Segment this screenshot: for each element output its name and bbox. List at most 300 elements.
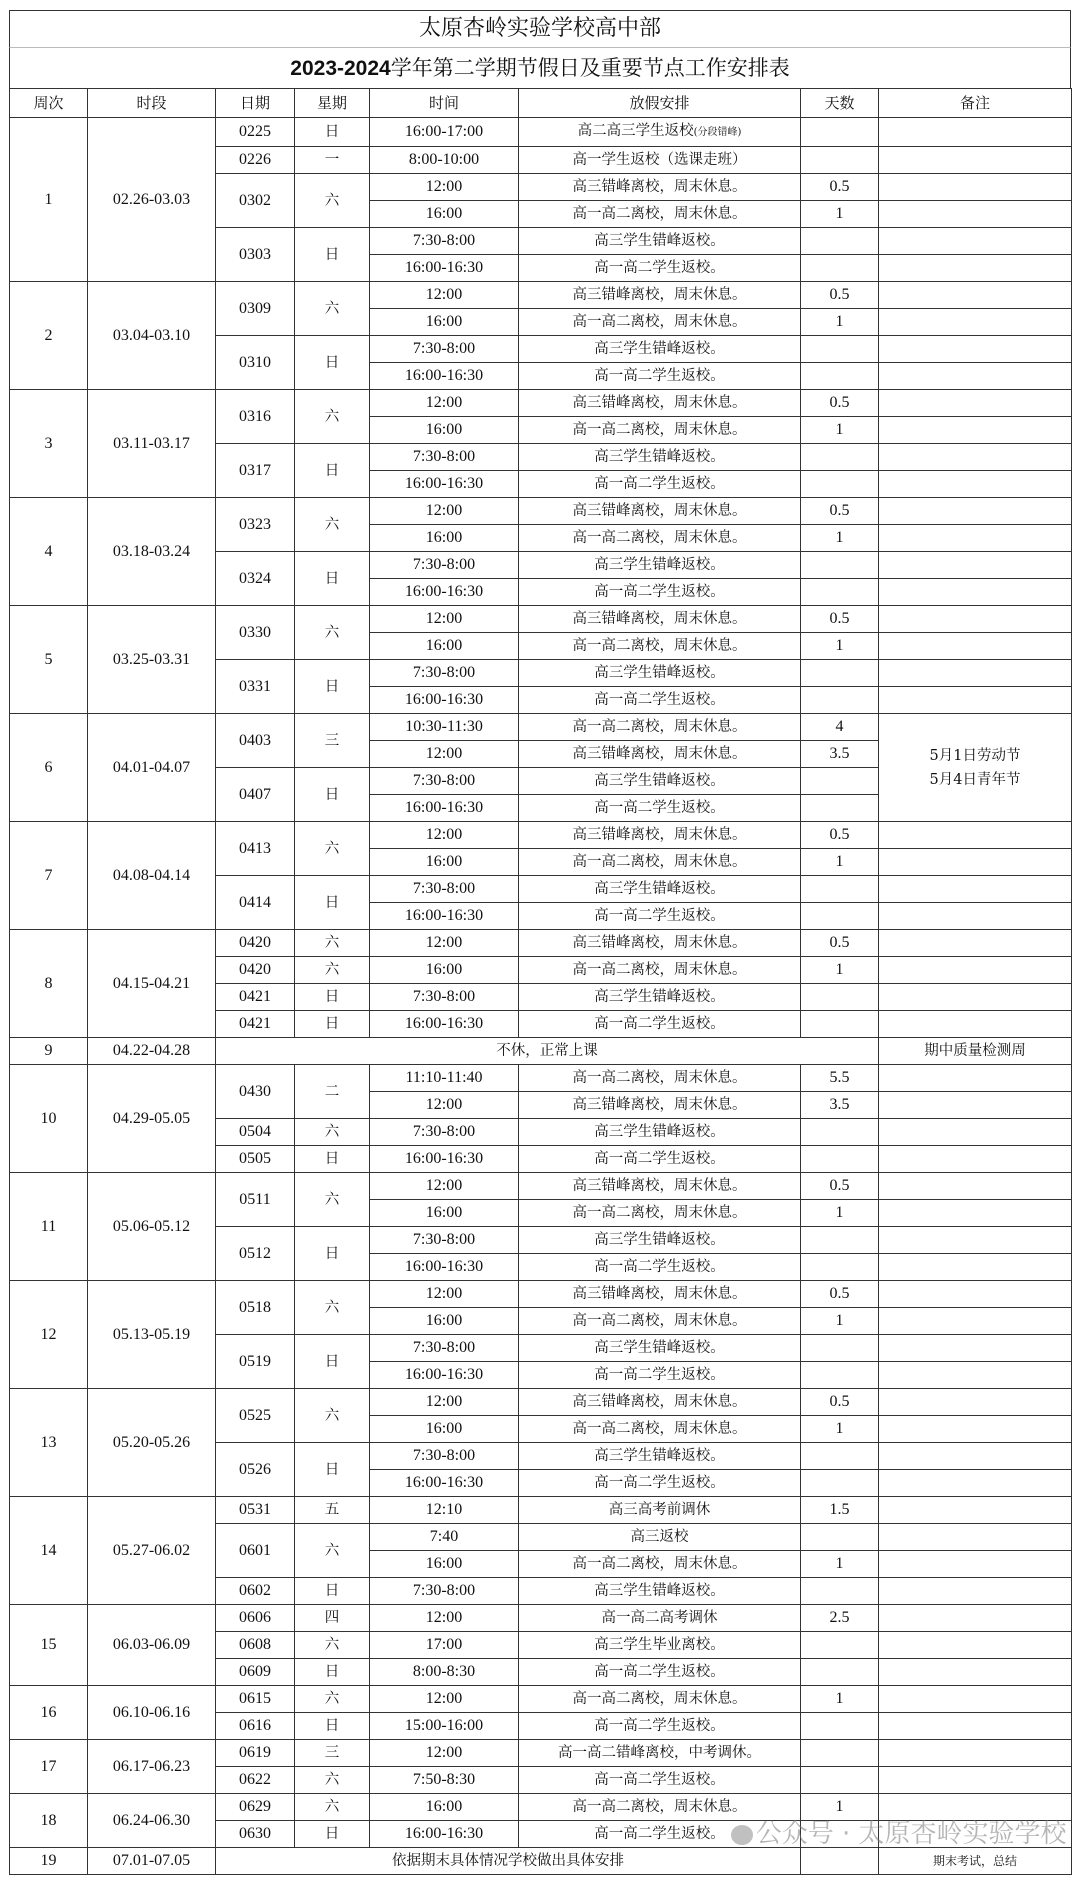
time-cell: 16:00	[370, 1794, 519, 1821]
remark-cell	[879, 1470, 1072, 1497]
week-number: 10	[10, 1065, 88, 1173]
week-number: 3	[10, 390, 88, 498]
time-cell: 17:00	[370, 1632, 519, 1659]
remark-cell	[879, 228, 1072, 255]
days-cell	[801, 471, 879, 498]
arrangement-cell: 高二高三学生返校(分段错峰)	[519, 118, 801, 147]
arrangement-cell: 高一高二高考调休	[519, 1605, 801, 1632]
remark-cell	[879, 1335, 1072, 1362]
days-cell: 1	[801, 957, 879, 984]
arrangement-cell: 高一高二离校，周末休息。	[519, 1065, 801, 1092]
arrangement-cell: 高一高二离校，周末休息。	[519, 1200, 801, 1227]
time-cell: 8:00-10:00	[370, 147, 519, 174]
arrangement-cell: 高一高二学生返校。	[519, 1821, 801, 1848]
date-cell: 0430	[216, 1065, 295, 1119]
remark-cell	[879, 1200, 1072, 1227]
time-cell: 11:10-11:40	[370, 1065, 519, 1092]
remark-cell	[879, 714, 1072, 822]
date-cell: 0526	[216, 1443, 295, 1497]
weekday-cell: 日	[295, 336, 370, 390]
days-cell: 1	[801, 1200, 879, 1227]
date-cell: 0622	[216, 1767, 295, 1794]
week-period: 06.10-06.16	[88, 1686, 216, 1740]
date-cell: 0303	[216, 228, 295, 282]
week-number: 1	[10, 118, 88, 282]
week-row	[10, 1038, 1072, 1065]
remark-cell	[879, 1659, 1072, 1686]
arrangement-cell: 高三高考前调休	[519, 1497, 801, 1524]
week-period: 05.27-06.02	[88, 1497, 216, 1605]
week-period: 02.26-03.03	[88, 118, 216, 282]
date-cell: 0511	[216, 1173, 295, 1227]
arrangement-cell: 高三错峰离校，周末休息。	[519, 174, 801, 201]
date-cell: 0413	[216, 822, 295, 876]
remark-cell: 期末考试，总结	[879, 1848, 1072, 1875]
days-cell: 1	[801, 1794, 879, 1821]
week-period: 05.20-05.26	[88, 1389, 216, 1497]
week-period: 04.22-04.28	[88, 1038, 216, 1065]
weekday-cell: 日	[295, 444, 370, 498]
weekday-cell: 日	[295, 1821, 370, 1848]
days-cell: 0.5	[801, 498, 879, 525]
days-cell	[801, 228, 879, 255]
time-cell: 15:00-16:00	[370, 1713, 519, 1740]
arrangement-cell: 高一高二学生返校。	[519, 687, 801, 714]
arrangement-cell: 高一高二学生返校。	[519, 1767, 801, 1794]
date-cell: 0629	[216, 1794, 295, 1821]
arrangement-cell: 高一高二学生返校。	[519, 1713, 801, 1740]
days-cell: 1	[801, 201, 879, 228]
weekday-cell: 日	[295, 1578, 370, 1605]
days-cell: 0.5	[801, 606, 879, 633]
time-cell: 16:00-16:30	[370, 1011, 519, 1038]
time-cell: 16:00	[370, 849, 519, 876]
remark-cell	[879, 1443, 1072, 1470]
remark-cell	[879, 147, 1072, 174]
date-cell: 0330	[216, 606, 295, 660]
arrangement-cell: 高一高二离校，周末休息。	[519, 417, 801, 444]
weekday-cell: 六	[295, 1173, 370, 1227]
date-cell: 0420	[216, 957, 295, 984]
week-period: 03.25-03.31	[88, 606, 216, 714]
header-arrangement: 放假安排	[519, 89, 801, 118]
remark-cell	[879, 471, 1072, 498]
weekday-cell: 日	[295, 228, 370, 282]
arrangement-cell: 高一高二离校，周末休息。	[519, 1416, 801, 1443]
date-cell: 0226	[216, 147, 295, 174]
arrangement-cell: 高三错峰离校，周末休息。	[519, 390, 801, 417]
remark-cell	[879, 660, 1072, 687]
time-cell: 10:30-11:30	[370, 714, 519, 741]
time-cell: 7:30-8:00	[370, 1119, 519, 1146]
header-week: 周次	[10, 89, 88, 118]
arrangement-cell: 高三学生错峰返校。	[519, 336, 801, 363]
arrangement-cell: 高三学生错峰返校。	[519, 984, 801, 1011]
arrangement-cell: 高三错峰离校，周末休息。	[519, 741, 801, 768]
remark-cell	[879, 1416, 1072, 1443]
remark-cell	[879, 1686, 1072, 1713]
time-cell: 16:00	[370, 1551, 519, 1578]
time-cell: 16:00	[370, 1416, 519, 1443]
week-number: 11	[10, 1173, 88, 1281]
arrangement-cell: 高三学生错峰返校。	[519, 444, 801, 471]
time-cell: 12:00	[370, 390, 519, 417]
arrangement-cell: 高一高二离校，周末休息。	[519, 957, 801, 984]
arrangement-cell: 高三错峰离校，周末休息。	[519, 498, 801, 525]
time-cell: 7:30-8:00	[370, 768, 519, 795]
arrangement-cell: 高三学生错峰返校。	[519, 1578, 801, 1605]
schedule-row	[10, 282, 1072, 309]
arrangement-cell: 高一高二离校，周末休息。	[519, 309, 801, 336]
time-cell: 16:00-16:30	[370, 903, 519, 930]
remark-cell	[879, 390, 1072, 417]
days-cell	[801, 1659, 879, 1686]
remark-cell	[879, 876, 1072, 903]
subtitle-year: 2023-2024	[290, 57, 391, 80]
remark-cell	[879, 498, 1072, 525]
schedule-row	[10, 606, 1072, 633]
weekday-cell: 六	[295, 174, 370, 228]
days-cell	[801, 552, 879, 579]
date-cell: 0309	[216, 282, 295, 336]
weekday-cell: 三	[295, 1740, 370, 1767]
schedule-row	[10, 118, 1072, 147]
date-cell: 0414	[216, 876, 295, 930]
date-cell: 0601	[216, 1524, 295, 1578]
days-cell: 0.5	[801, 1389, 879, 1416]
time-cell: 16:00	[370, 957, 519, 984]
arrangement-cell: 高三学生错峰返校。	[519, 1119, 801, 1146]
schedule-row	[10, 1794, 1072, 1821]
remark-line: 5月4日青年节	[929, 771, 1021, 788]
arrangement-cell: 高一高二学生返校。	[519, 579, 801, 606]
date-cell: 0525	[216, 1389, 295, 1443]
remark-cell	[879, 957, 1072, 984]
date-cell: 0225	[216, 118, 295, 147]
week-period: 03.11-03.17	[88, 390, 216, 498]
time-cell: 12:00	[370, 1092, 519, 1119]
time-cell: 16:00	[370, 633, 519, 660]
days-cell	[801, 795, 879, 822]
date-cell: 0608	[216, 1632, 295, 1659]
weekday-cell: 四	[295, 1605, 370, 1632]
remark-cell	[879, 1821, 1072, 1848]
time-cell: 16:00-16:30	[370, 1821, 519, 1848]
time-cell: 8:00-8:30	[370, 1659, 519, 1686]
date-cell: 0531	[216, 1497, 295, 1524]
arrangement-cell: 高三错峰离校，周末休息。	[519, 1173, 801, 1200]
remark-cell	[879, 1794, 1072, 1821]
date-cell: 0602	[216, 1578, 295, 1605]
time-cell: 7:30-8:00	[370, 444, 519, 471]
date-cell: 0407	[216, 768, 295, 822]
days-cell	[801, 579, 879, 606]
arrangement-cell: 高一高二离校，周末休息。	[519, 201, 801, 228]
date-cell: 0619	[216, 1740, 295, 1767]
days-cell: 0.5	[801, 282, 879, 309]
remark-cell	[879, 1119, 1072, 1146]
remark-cell	[879, 1173, 1072, 1200]
schedule-subtitle	[9, 48, 1071, 88]
days-cell	[801, 336, 879, 363]
week-period: 06.24-06.30	[88, 1794, 216, 1848]
week-number: 6	[10, 714, 88, 822]
arrangement-cell: 高三学生错峰返校。	[519, 552, 801, 579]
days-cell	[801, 1227, 879, 1254]
days-cell: 0.5	[801, 1281, 879, 1308]
arrangement-cell: 高三错峰离校，周末休息。	[519, 1092, 801, 1119]
time-cell: 12:00	[370, 498, 519, 525]
weekday-cell: 日	[295, 118, 370, 147]
remark-cell	[879, 1740, 1072, 1767]
time-cell: 16:00	[370, 1200, 519, 1227]
remark-cell	[879, 1524, 1072, 1551]
days-cell	[801, 1119, 879, 1146]
arrangement-cell: 高三学生错峰返校。	[519, 660, 801, 687]
time-cell: 16:00	[370, 1308, 519, 1335]
remark-line: 5月1日劳动节	[929, 747, 1021, 764]
schedule-row	[10, 1389, 1072, 1416]
weekday-cell: 日	[295, 1146, 370, 1173]
remark-cell	[879, 633, 1072, 660]
remark-cell	[879, 1578, 1072, 1605]
remark-cell	[879, 1308, 1072, 1335]
days-cell	[801, 1740, 879, 1767]
arrangement-cell: 高一学生返校（选课走班）	[519, 147, 801, 174]
time-cell: 12:00	[370, 1389, 519, 1416]
days-cell: 1	[801, 525, 879, 552]
remark-cell	[879, 687, 1072, 714]
date-cell: 0519	[216, 1335, 295, 1389]
week-number: 13	[10, 1389, 88, 1497]
days-cell: 1	[801, 1551, 879, 1578]
header-days: 天数	[801, 89, 879, 118]
arrangement-cell: 高一高二学生返校。	[519, 903, 801, 930]
weekday-cell: 六	[295, 1119, 370, 1146]
arrangement-cell: 高一高二离校，周末休息。	[519, 1551, 801, 1578]
weekday-cell: 六	[295, 1281, 370, 1335]
days-cell	[801, 444, 879, 471]
watermark-text: 公众号 · 太原杏岭实验学校	[755, 1819, 1067, 1849]
days-cell	[801, 1470, 879, 1497]
week-period: 07.01-07.05	[88, 1848, 216, 1875]
header-time: 时间	[370, 89, 519, 118]
arrangement-cell: 高一高二学生返校。	[519, 471, 801, 498]
remark-cell	[879, 118, 1072, 147]
time-cell: 7:30-8:00	[370, 984, 519, 1011]
arrangement-cell: 高三错峰离校，周末休息。	[519, 1281, 801, 1308]
date-cell: 0518	[216, 1281, 295, 1335]
week-period: 04.15-04.21	[88, 930, 216, 1038]
schedule-row	[10, 1173, 1072, 1200]
header-date: 日期	[216, 89, 295, 118]
week-number: 5	[10, 606, 88, 714]
time-cell: 16:00-16:30	[370, 687, 519, 714]
time-cell: 16:00-17:00	[370, 118, 519, 147]
time-cell: 7:40	[370, 1524, 519, 1551]
arrangement-cell: 高三学生毕业离校。	[519, 1632, 801, 1659]
weekday-cell: 六	[295, 1524, 370, 1578]
week-number: 12	[10, 1281, 88, 1389]
weekday-cell: 日	[295, 984, 370, 1011]
date-cell: 0420	[216, 930, 295, 957]
days-cell: 1	[801, 1686, 879, 1713]
time-cell: 16:00	[370, 417, 519, 444]
days-cell	[801, 363, 879, 390]
week-number: 8	[10, 930, 88, 1038]
days-cell: 5.5	[801, 1065, 879, 1092]
weekday-cell: 六	[295, 1389, 370, 1443]
arrangement-cell: 高三学生错峰返校。	[519, 1335, 801, 1362]
remark-cell	[879, 552, 1072, 579]
arrangement-cell: 高三错峰离校，周末休息。	[519, 606, 801, 633]
time-cell: 16:00-16:30	[370, 1470, 519, 1497]
time-cell: 12:00	[370, 1740, 519, 1767]
days-cell: 0.5	[801, 390, 879, 417]
days-cell	[801, 255, 879, 282]
weekday-cell: 一	[295, 147, 370, 174]
date-cell: 0616	[216, 1713, 295, 1740]
date-cell: 0331	[216, 660, 295, 714]
weekday-cell: 六	[295, 957, 370, 984]
remark-cell	[879, 417, 1072, 444]
days-cell	[801, 1443, 879, 1470]
days-cell	[801, 660, 879, 687]
week-period: 04.08-04.14	[88, 822, 216, 930]
remark-cell	[879, 363, 1072, 390]
arrangement-cell: 高一高二学生返校。	[519, 363, 801, 390]
schedule-row	[10, 714, 1072, 741]
weekday-cell: 六	[295, 282, 370, 336]
remark-cell	[879, 1011, 1072, 1038]
arrangement-cell: 高三错峰离校，周末休息。	[519, 930, 801, 957]
arrangement-cell: 高一高二学生返校。	[519, 1146, 801, 1173]
arrangement-cell: 高一高二学生返校。	[519, 1362, 801, 1389]
week-period: 04.29-05.05	[88, 1065, 216, 1173]
arrangement-cell: 高一高二学生返校。	[519, 1470, 801, 1497]
arrangement-cell: 高三学生错峰返校。	[519, 1443, 801, 1470]
date-cell: 0421	[216, 984, 295, 1011]
header-remark: 备注	[879, 89, 1072, 118]
remark-cell	[879, 822, 1072, 849]
weekday-cell: 六	[295, 1632, 370, 1659]
remark-cell	[879, 606, 1072, 633]
time-cell: 7:30-8:00	[370, 1227, 519, 1254]
week-period: 03.04-03.10	[88, 282, 216, 390]
time-cell: 12:00	[370, 1605, 519, 1632]
week-row	[10, 1848, 1072, 1875]
time-cell: 12:00	[370, 930, 519, 957]
days-cell: 0.5	[801, 174, 879, 201]
time-cell: 7:30-8:00	[370, 876, 519, 903]
arrangement-cell: 高三错峰离校，周末休息。	[519, 282, 801, 309]
time-cell: 12:00	[370, 174, 519, 201]
weekday-cell: 二	[295, 1065, 370, 1119]
remark-cell	[879, 1389, 1072, 1416]
days-cell: 3.5	[801, 1092, 879, 1119]
days-cell	[801, 768, 879, 795]
remark-cell	[879, 579, 1072, 606]
weekday-cell: 日	[295, 1443, 370, 1497]
schedule-table	[9, 88, 1072, 1875]
week-number: 15	[10, 1605, 88, 1686]
remark-cell	[879, 1281, 1072, 1308]
weekday-cell: 六	[295, 498, 370, 552]
remark-cell	[879, 174, 1072, 201]
weekday-cell: 六	[295, 1767, 370, 1794]
remark-cell	[879, 1551, 1072, 1578]
date-cell: 0403	[216, 714, 295, 768]
weekday-cell: 日	[295, 876, 370, 930]
arrangement-cell: 高一高二离校，周末休息。	[519, 1794, 801, 1821]
arrangement-cell: 高一高二离校，周末休息。	[519, 1308, 801, 1335]
weekday-cell: 日	[295, 660, 370, 714]
days-cell	[801, 1335, 879, 1362]
days-cell	[801, 1632, 879, 1659]
arrangement-cell: 高三学生错峰返校。	[519, 1227, 801, 1254]
weekday-cell: 日	[295, 768, 370, 822]
arrangement-cell: 高一高二学生返校。	[519, 1659, 801, 1686]
remark-cell	[879, 1605, 1072, 1632]
arrangement-note: (分段错峰)	[693, 127, 742, 138]
days-cell: 1.5	[801, 1497, 879, 1524]
date-cell: 0302	[216, 174, 295, 228]
time-cell: 16:00-16:30	[370, 1362, 519, 1389]
time-cell: 7:30-8:00	[370, 336, 519, 363]
week-period: 05.13-05.19	[88, 1281, 216, 1389]
days-cell: 0.5	[801, 1173, 879, 1200]
remark-cell	[879, 255, 1072, 282]
arrangement-cell: 高一高二离校，周末休息。	[519, 633, 801, 660]
remark-cell	[879, 201, 1072, 228]
days-cell: 1	[801, 633, 879, 660]
week-period: 03.18-03.24	[88, 498, 216, 606]
week-period: 06.17-06.23	[88, 1740, 216, 1794]
time-cell: 7:30-8:00	[370, 1335, 519, 1362]
time-cell: 12:00	[370, 606, 519, 633]
arrangement-cell: 高一高二离校，周末休息。	[519, 849, 801, 876]
weekday-cell: 六	[295, 606, 370, 660]
remark-cell	[879, 309, 1072, 336]
weekday-cell: 五	[295, 1497, 370, 1524]
time-cell: 12:00	[370, 822, 519, 849]
time-cell: 12:10	[370, 1497, 519, 1524]
days-cell	[801, 1524, 879, 1551]
date-cell: 0324	[216, 552, 295, 606]
week-number: 16	[10, 1686, 88, 1740]
remark-cell	[879, 1227, 1072, 1254]
weekday-cell: 三	[295, 714, 370, 768]
arrangement-cell: 高一高二学生返校。	[519, 1011, 801, 1038]
time-cell: 16:00-16:30	[370, 795, 519, 822]
weekday-cell: 日	[295, 1011, 370, 1038]
days-cell: 0.5	[801, 930, 879, 957]
date-cell: 0615	[216, 1686, 295, 1713]
days-cell	[801, 876, 879, 903]
schedule-row	[10, 822, 1072, 849]
arrangement-cell: 高一高二错峰离校，中考调休。	[519, 1740, 801, 1767]
days-cell	[801, 1713, 879, 1740]
remark-cell	[879, 849, 1072, 876]
date-cell: 0606	[216, 1605, 295, 1632]
days-cell: 3.5	[801, 741, 879, 768]
date-cell: 0609	[216, 1659, 295, 1686]
time-cell: 7:30-8:00	[370, 1443, 519, 1470]
weekday-cell: 六	[295, 390, 370, 444]
time-cell: 7:30-8:00	[370, 228, 519, 255]
date-cell: 0310	[216, 336, 295, 390]
days-cell: 1	[801, 309, 879, 336]
